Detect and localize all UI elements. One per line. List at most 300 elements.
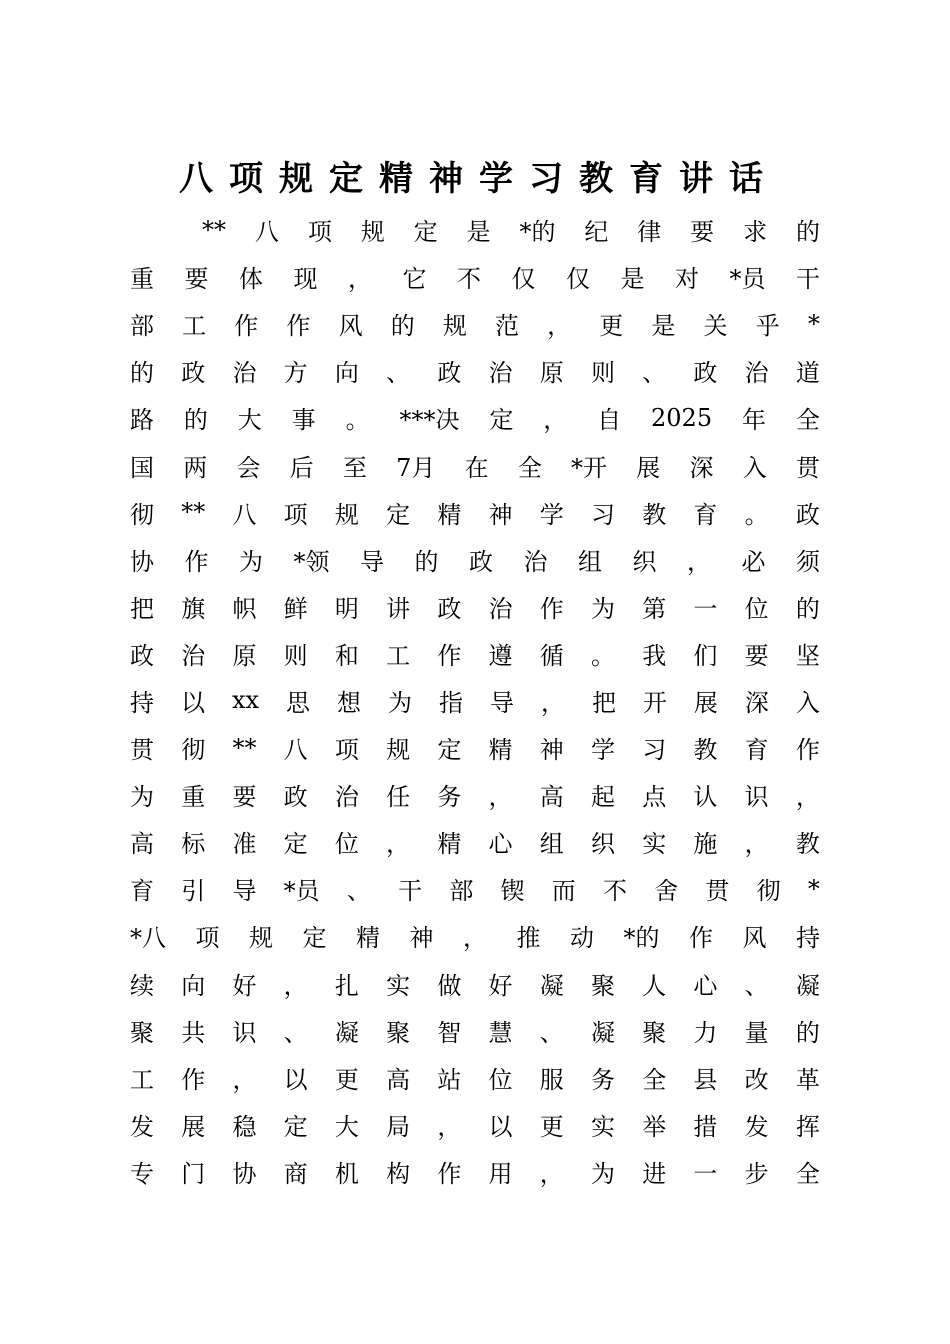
- text-token: 组: [578, 547, 602, 576]
- text-token: 共: [181, 1018, 206, 1047]
- text-token: 实: [642, 830, 667, 859]
- text-token: 县: [693, 1065, 718, 1094]
- text-token: 教: [642, 500, 667, 529]
- text-token: 精: [356, 924, 380, 953]
- text-token: 要: [184, 265, 209, 294]
- text-token: 的: [183, 406, 208, 435]
- text-token: 大: [237, 406, 262, 435]
- text-token: 商: [283, 1159, 308, 1188]
- text-token: 政: [795, 500, 820, 529]
- text-token: 7月: [396, 453, 436, 482]
- text-token: 国: [130, 453, 154, 482]
- text-token: 织: [632, 547, 657, 576]
- text-token: 是: [651, 312, 676, 341]
- text-token: *的: [623, 924, 660, 953]
- text-line: [130, 771, 820, 818]
- text-token: 一: [693, 1159, 718, 1188]
- text-token: 规: [386, 736, 411, 765]
- text-token: 工: [130, 1065, 154, 1094]
- text-token: 重: [130, 265, 154, 294]
- text-token: 作: [184, 547, 209, 576]
- text-token: 标: [181, 830, 206, 859]
- text-token: 点: [642, 783, 667, 812]
- text-token: 指: [438, 688, 463, 717]
- text-token: 神: [488, 500, 513, 529]
- text-line: [130, 206, 820, 253]
- text-token: 以: [180, 688, 205, 717]
- text-token: 导: [489, 688, 514, 717]
- text-token: 入: [742, 453, 767, 482]
- text-token: 的: [130, 359, 154, 388]
- text-token: 向: [334, 359, 359, 388]
- text-token: 聚: [386, 1018, 411, 1047]
- text-line: [130, 1007, 820, 1054]
- text-token: 把: [130, 594, 154, 623]
- text-token: 至: [342, 453, 367, 482]
- text-token: 措: [693, 1112, 718, 1141]
- text-token: 展: [693, 688, 718, 717]
- text-token: 稳: [232, 1112, 257, 1141]
- text-token: 学: [539, 500, 564, 529]
- text-token: ，: [488, 783, 513, 812]
- text-token: 的: [390, 312, 415, 341]
- text-token: 不: [602, 877, 627, 906]
- text-token: 体: [239, 265, 263, 294]
- text-token: 实: [590, 1112, 615, 1141]
- text-token: 的: [795, 594, 820, 623]
- text-token: 的: [795, 1018, 820, 1047]
- text-token: 入: [795, 688, 820, 717]
- text-token: 展: [181, 1112, 206, 1141]
- text-token: 。: [345, 406, 370, 435]
- text-token: 规: [249, 924, 273, 953]
- text-token: 作: [689, 924, 713, 953]
- text-token: 政: [181, 359, 206, 388]
- text-token: 为: [130, 783, 154, 812]
- text-line: [130, 818, 820, 865]
- text-token: 全: [642, 1065, 667, 1094]
- text-line: [130, 347, 820, 394]
- text-token: 作: [437, 641, 462, 670]
- text-token: 起: [590, 783, 615, 812]
- text-token: 实: [386, 971, 411, 1000]
- text-token: 项: [195, 924, 220, 953]
- text-line: [130, 300, 820, 347]
- text-token: 神: [409, 924, 434, 953]
- text-token: 治: [744, 359, 769, 388]
- text-token: 认: [693, 783, 718, 812]
- text-token: 规: [334, 500, 359, 529]
- text-token: 。: [744, 500, 769, 529]
- text-token: 全: [795, 406, 820, 435]
- text-token: 习: [642, 736, 667, 765]
- text-token: 作: [286, 312, 311, 341]
- text-token: ，: [540, 688, 565, 717]
- text-token: 遵: [488, 641, 513, 670]
- text-token: 部: [449, 877, 474, 906]
- text-token: 、: [386, 359, 411, 388]
- text-token: 鲜: [283, 594, 308, 623]
- text-token: ***决: [399, 406, 460, 435]
- text-token: *员: [283, 877, 320, 906]
- text-token: 政: [693, 359, 718, 388]
- text-token: 施: [693, 830, 718, 859]
- text-token: 彻: [181, 736, 206, 765]
- text-token: 自: [597, 406, 622, 435]
- text-token: 全: [795, 1159, 820, 1188]
- text-token: 育: [130, 877, 154, 906]
- text-token: 、: [642, 359, 667, 388]
- text-token: 导: [232, 877, 257, 906]
- text-token: 高: [386, 1065, 411, 1094]
- text-token: 求: [743, 218, 768, 247]
- text-token: 发: [130, 1112, 154, 1141]
- text-token: 向: [181, 971, 206, 1000]
- text-token: *员: [729, 265, 766, 294]
- text-token: 仅: [566, 265, 590, 294]
- text-token: 为: [388, 688, 412, 717]
- text-token: 凝: [539, 971, 564, 1000]
- text-token: 政: [130, 641, 154, 670]
- text-token: *八: [130, 924, 166, 953]
- text-token: 聚: [130, 1018, 154, 1047]
- text-token: 好: [232, 971, 257, 1000]
- text-token: 对: [675, 265, 699, 294]
- text-token: 八: [283, 736, 308, 765]
- text-token: 全: [517, 453, 542, 482]
- text-token: 作: [234, 312, 259, 341]
- text-token: 发: [744, 1112, 769, 1141]
- text-token: ，: [547, 312, 572, 341]
- text-token: 专: [130, 1159, 154, 1188]
- text-token: 更: [539, 1112, 564, 1141]
- text-token: 讲: [386, 594, 411, 623]
- text-token: 精: [488, 736, 513, 765]
- text-line: [130, 253, 820, 300]
- text-token: 识: [744, 783, 769, 812]
- text-token: 育: [693, 500, 718, 529]
- text-token: 工: [386, 641, 411, 670]
- text-token: 们: [693, 641, 718, 670]
- text-token: 用: [488, 1159, 513, 1188]
- text-token: 律: [637, 218, 662, 247]
- text-token: 导: [360, 547, 384, 576]
- text-token: *领: [293, 547, 330, 576]
- text-token: 旗: [181, 594, 206, 623]
- text-token: 八: [254, 218, 279, 247]
- text-token: 乎: [755, 312, 780, 341]
- text-token: 引: [181, 877, 206, 906]
- text-token: 教: [795, 830, 820, 859]
- text-token: 政: [437, 594, 462, 623]
- text-line: [130, 630, 820, 677]
- text-token: 须: [796, 547, 820, 576]
- text-token: 更: [334, 1065, 359, 1094]
- text-token: 关: [703, 312, 728, 341]
- text-line: [130, 1054, 820, 1101]
- text-token: 作: [795, 736, 820, 765]
- text-token: 定: [283, 830, 308, 859]
- text-token: 纪: [584, 218, 609, 247]
- text-token: ，: [386, 830, 411, 859]
- text-line: [130, 865, 820, 912]
- text-token: *: [807, 874, 820, 903]
- text-token: 要: [690, 218, 715, 247]
- text-token: 必: [741, 547, 766, 576]
- text-token: 教: [693, 736, 718, 765]
- text-token: 位: [334, 830, 359, 859]
- text-token: 、: [283, 1018, 308, 1047]
- text-token: 续: [130, 971, 154, 1000]
- text-token: 慧: [488, 1018, 513, 1047]
- text-token: ，: [543, 406, 568, 435]
- text-token: 一: [693, 594, 718, 623]
- text-token: 锲: [500, 877, 525, 906]
- text-token: ，: [795, 783, 820, 812]
- text-token: 心: [693, 971, 718, 1000]
- text-token: 范: [494, 312, 519, 341]
- text-token: 做: [437, 971, 462, 1000]
- text-token: 协: [130, 547, 154, 576]
- text-token: 治: [334, 783, 359, 812]
- text-token: 凝: [590, 1018, 615, 1047]
- text-token: 织: [590, 830, 615, 859]
- text-token: 彻: [130, 500, 154, 529]
- text-token: 则: [590, 359, 615, 388]
- text-line: [130, 489, 820, 536]
- text-token: 现: [293, 265, 318, 294]
- text-token: 我: [642, 641, 667, 670]
- text-token: 风: [742, 924, 767, 953]
- text-token: 、: [744, 971, 769, 1000]
- text-token: 扎: [334, 971, 359, 1000]
- text-token: 深: [689, 453, 714, 482]
- text-token: 协: [232, 1159, 257, 1188]
- text-token: 深: [744, 688, 769, 717]
- text-token: 聚: [590, 971, 615, 1000]
- text-token: 以: [488, 1112, 513, 1141]
- text-line: [130, 1148, 820, 1195]
- text-token: ，: [437, 1112, 462, 1141]
- text-token: 风: [338, 312, 363, 341]
- text-token: **: [232, 733, 257, 762]
- text-line: [130, 536, 820, 583]
- text-token: 开: [642, 688, 667, 717]
- text-token: 动: [570, 924, 594, 953]
- text-token: 定: [302, 924, 327, 953]
- text-token: ，: [539, 1159, 564, 1188]
- text-token: 局: [386, 1112, 411, 1141]
- text-token: 是: [466, 218, 491, 247]
- text-token: 以: [283, 1065, 308, 1094]
- text-token: 治: [523, 547, 548, 576]
- text-token: 持: [796, 924, 820, 953]
- text-token: 舍: [654, 877, 679, 906]
- text-token: 力: [693, 1018, 718, 1047]
- text-token: 好: [488, 971, 513, 1000]
- text-token: 会: [236, 453, 261, 482]
- text-token: 想: [337, 688, 362, 717]
- text-token: 凝: [795, 971, 820, 1000]
- text-token: 它: [402, 265, 427, 294]
- text-token: 治: [488, 594, 513, 623]
- text-token: 机: [334, 1159, 359, 1188]
- text-token: 治: [232, 359, 257, 388]
- text-line: [130, 677, 820, 724]
- text-token: 务: [437, 783, 462, 812]
- text-line: [130, 441, 820, 488]
- text-token: 定: [489, 406, 514, 435]
- text-token: 政: [437, 359, 462, 388]
- text-token: 原: [232, 641, 257, 670]
- text-token: 学: [590, 736, 615, 765]
- text-token: 道: [795, 359, 820, 388]
- text-token: **: [202, 215, 226, 244]
- text-token: 后: [289, 453, 314, 482]
- text-token: 治: [181, 641, 206, 670]
- text-token: 改: [744, 1065, 769, 1094]
- text-token: 识: [232, 1018, 257, 1047]
- text-token: 方: [283, 359, 308, 388]
- document-title: 八项规定精神学习教育讲话: [179, 159, 779, 199]
- text-token: 贯: [795, 453, 820, 482]
- text-line: [130, 394, 820, 441]
- text-token: 展: [636, 453, 661, 482]
- text-token: 定: [283, 1112, 308, 1141]
- text-token: 革: [795, 1065, 820, 1094]
- text-token: 的: [795, 218, 820, 247]
- text-token: 作: [437, 1159, 462, 1188]
- text-line: [130, 912, 820, 959]
- text-token: 重: [181, 783, 206, 812]
- text-token: 路: [130, 406, 154, 435]
- text-token: 定: [413, 218, 438, 247]
- text-token: 坚: [795, 641, 820, 670]
- text-token: 任: [386, 783, 411, 812]
- text-token: 项: [283, 500, 308, 529]
- text-token: 彻: [756, 877, 781, 906]
- text-token: 两: [183, 453, 208, 482]
- text-token: ，: [232, 1065, 257, 1094]
- text-token: 政: [283, 783, 308, 812]
- text-token: 而: [551, 877, 576, 906]
- text-token: 年: [741, 406, 766, 435]
- text-line: [130, 1101, 820, 1148]
- text-token: 事: [291, 406, 316, 435]
- text-line: [130, 960, 820, 1007]
- text-token: 更: [599, 312, 624, 341]
- text-token: 政: [469, 547, 493, 576]
- text-token: 是: [620, 265, 645, 294]
- text-token: 为: [239, 547, 263, 576]
- text-token: 门: [181, 1159, 206, 1188]
- text-token: 作: [539, 594, 564, 623]
- text-token: 为: [590, 1159, 615, 1188]
- text-token: 聚: [642, 1018, 667, 1047]
- text-token: 八: [232, 500, 257, 529]
- text-token: 位: [744, 594, 769, 623]
- text-token: 心: [488, 830, 513, 859]
- text-token: ，: [463, 924, 487, 953]
- text-token: 务: [590, 1065, 615, 1094]
- text-token: *的: [519, 218, 556, 247]
- text-token: 干: [796, 265, 820, 294]
- text-token: 规: [360, 218, 385, 247]
- text-token: 和: [334, 641, 359, 670]
- text-token: 位: [488, 1065, 513, 1094]
- text-token: 原: [539, 359, 564, 388]
- text-token: 干: [398, 877, 423, 906]
- text-token: 部: [130, 312, 154, 341]
- text-token: 进: [642, 1159, 667, 1188]
- text-token: 精: [437, 500, 462, 529]
- text-token: 工: [182, 312, 207, 341]
- text-token: 作: [181, 1065, 206, 1094]
- text-token: 习: [590, 500, 615, 529]
- text-line: [130, 724, 820, 771]
- text-token: 要: [744, 641, 769, 670]
- text-token: 量: [744, 1018, 769, 1047]
- text-token: 站: [437, 1065, 462, 1094]
- text-token: 、: [346, 877, 371, 906]
- text-token: ，: [687, 547, 711, 576]
- text-token: 第: [642, 594, 667, 623]
- text-token: 规: [442, 312, 467, 341]
- text-token: 挥: [795, 1112, 820, 1141]
- text-token: 、: [539, 1018, 564, 1047]
- text-token: 举: [642, 1112, 667, 1141]
- text-token: 循: [539, 641, 564, 670]
- text-token: 思: [286, 688, 311, 717]
- text-token: 凝: [334, 1018, 359, 1047]
- text-token: 贯: [705, 877, 730, 906]
- text-token: 定: [386, 500, 411, 529]
- text-token: 育: [744, 736, 769, 765]
- text-token: 要: [232, 783, 257, 812]
- text-token: 2025: [651, 403, 713, 432]
- text-token: 推: [516, 924, 541, 953]
- text-token: *: [807, 309, 820, 338]
- text-token: 帜: [232, 594, 257, 623]
- text-token: 项: [334, 736, 359, 765]
- text-token: 大: [334, 1112, 359, 1141]
- text-token: 持: [130, 688, 154, 717]
- text-token: 把: [591, 688, 616, 717]
- text-token: 组: [539, 830, 564, 859]
- text-token: 步: [744, 1159, 769, 1188]
- text-token: 不: [457, 265, 481, 294]
- text-token: **: [181, 498, 206, 527]
- text-token: 服: [539, 1065, 564, 1094]
- text-token: ，: [348, 265, 372, 294]
- text-token: 高: [539, 783, 564, 812]
- text-token: ，: [283, 971, 308, 1000]
- document-body: [130, 206, 820, 1195]
- text-token: 治: [488, 359, 513, 388]
- text-token: 定: [437, 736, 462, 765]
- text-token: 人: [642, 971, 667, 1000]
- text-token: 的: [414, 547, 439, 576]
- text-token: *开: [571, 453, 608, 482]
- text-token: 项: [307, 218, 332, 247]
- text-token: 则: [283, 641, 308, 670]
- text-line: [130, 583, 820, 630]
- text-token: 智: [437, 1018, 462, 1047]
- text-token: 仅: [511, 265, 536, 294]
- text-token: ，: [744, 830, 769, 859]
- text-token: 贯: [130, 736, 154, 765]
- text-token: 神: [539, 736, 564, 765]
